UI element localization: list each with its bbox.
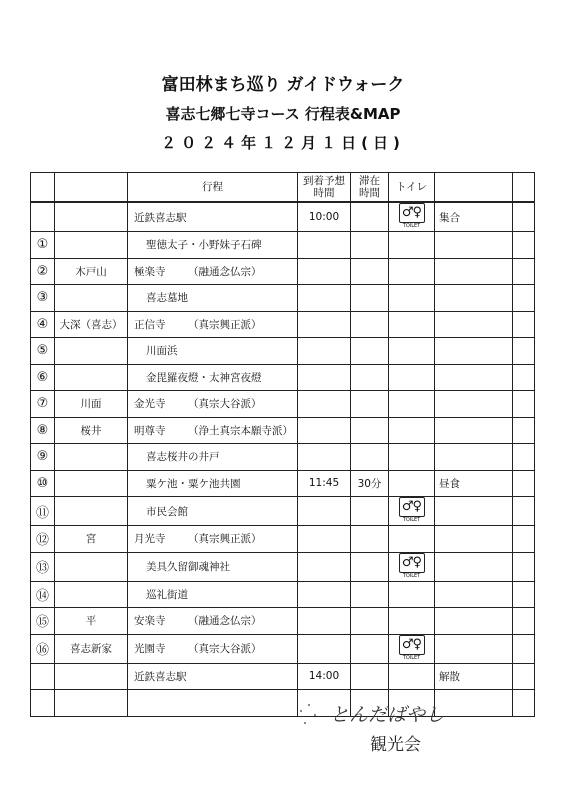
stop-main-name: 喜志桜井の井戸 bbox=[146, 451, 220, 464]
row-note bbox=[435, 417, 513, 444]
stop-number: ⑬ bbox=[31, 552, 55, 581]
arrival-time bbox=[298, 364, 351, 391]
header-number bbox=[31, 173, 55, 203]
toilet-cell bbox=[389, 444, 435, 471]
arrival-time bbox=[298, 417, 351, 444]
stop-name bbox=[128, 663, 298, 690]
stay-duration bbox=[351, 608, 389, 635]
organizer-name-line1: とんだばやし bbox=[330, 704, 445, 726]
arrival-time bbox=[298, 285, 351, 312]
stop-number: ⑥ bbox=[31, 364, 55, 391]
stop-number bbox=[31, 202, 55, 232]
stop-main-name: 粟ケ池・粟ケ池共園 bbox=[146, 477, 241, 490]
row-note bbox=[435, 444, 513, 471]
table-header-row bbox=[31, 173, 535, 203]
row-extra bbox=[513, 497, 535, 526]
organizer-stamp bbox=[300, 700, 460, 760]
stop-name bbox=[128, 391, 298, 418]
area-name bbox=[55, 581, 128, 608]
arrival-time bbox=[298, 311, 351, 338]
toilet-cell bbox=[389, 338, 435, 365]
toilet-cell bbox=[389, 470, 435, 497]
stop-main-name: 市民会館 bbox=[146, 505, 188, 518]
stop-name bbox=[128, 417, 298, 444]
stop-name bbox=[128, 232, 298, 259]
area-name: 宮 bbox=[55, 526, 128, 553]
table-row bbox=[31, 552, 535, 581]
row-note bbox=[435, 581, 513, 608]
stay-duration bbox=[351, 581, 389, 608]
stop-sect: （真宗興正派） bbox=[188, 533, 262, 546]
stay-duration bbox=[351, 232, 389, 259]
stop-main-name: 金毘羅夜燈・太神宮夜燈 bbox=[146, 371, 262, 384]
row-extra bbox=[513, 526, 535, 553]
organizer-name-line2: 観光会 bbox=[370, 735, 421, 755]
header-toilet: トイレ bbox=[389, 173, 435, 203]
stay-duration bbox=[351, 338, 389, 365]
document-date: ２０２４年１２月１日(日) bbox=[161, 134, 405, 152]
stay-duration bbox=[351, 285, 389, 312]
arrival-time bbox=[298, 444, 351, 471]
row-extra bbox=[513, 391, 535, 418]
area-name: 平 bbox=[55, 608, 128, 635]
stay-duration bbox=[351, 417, 389, 444]
row-note bbox=[435, 391, 513, 418]
stop-name bbox=[128, 690, 298, 717]
table-row bbox=[31, 497, 535, 526]
stop-name bbox=[128, 581, 298, 608]
row-note bbox=[435, 552, 513, 581]
table-row bbox=[31, 202, 535, 232]
toilet-caption: TOILET bbox=[402, 223, 421, 229]
document-subtitle: 喜志七郷七寺コース 行程表&MAP bbox=[165, 105, 401, 123]
stop-number: ⑤ bbox=[31, 338, 55, 365]
table-row bbox=[31, 417, 535, 444]
stop-main-name: 川面浜 bbox=[146, 345, 178, 358]
arrival-time bbox=[298, 634, 351, 663]
row-extra bbox=[513, 285, 535, 312]
area-name bbox=[55, 202, 128, 232]
document-title: 富田林まち巡り ガイドウォーク bbox=[161, 75, 405, 95]
stay-duration bbox=[351, 364, 389, 391]
toilet-cell bbox=[389, 663, 435, 690]
stop-main-name: 巡礼街道 bbox=[146, 588, 188, 601]
stop-main-name: 月光寺 bbox=[134, 533, 166, 546]
row-extra bbox=[513, 417, 535, 444]
stop-number bbox=[31, 690, 55, 717]
row-note: 集合 bbox=[435, 202, 513, 232]
stop-sect: （真宗大谷派） bbox=[188, 398, 262, 411]
row-extra bbox=[513, 552, 535, 581]
stay-duration bbox=[351, 552, 389, 581]
table-row bbox=[31, 526, 535, 553]
area-name bbox=[55, 497, 128, 526]
toilet-cell bbox=[389, 311, 435, 338]
area-name bbox=[55, 663, 128, 690]
table-row bbox=[31, 663, 535, 690]
row-extra bbox=[513, 690, 535, 717]
toilet-cell bbox=[389, 364, 435, 391]
row-note bbox=[435, 634, 513, 663]
toilet-cell bbox=[389, 232, 435, 259]
area-name bbox=[55, 444, 128, 471]
area-name bbox=[55, 552, 128, 581]
stop-number: ⑦ bbox=[31, 391, 55, 418]
table-row bbox=[31, 311, 535, 338]
stop-name bbox=[128, 634, 298, 663]
toilet-figures-icon: ♂♀ bbox=[399, 497, 425, 517]
stop-name bbox=[128, 470, 298, 497]
table-row bbox=[31, 634, 535, 663]
row-note bbox=[435, 338, 513, 365]
area-name: 木戸山 bbox=[55, 258, 128, 285]
stop-number: ⑭ bbox=[31, 581, 55, 608]
toilet-icon bbox=[399, 497, 425, 525]
stay-duration bbox=[351, 634, 389, 663]
arrival-time bbox=[298, 497, 351, 526]
arrival-time: 10:00 bbox=[298, 202, 351, 232]
row-extra bbox=[513, 608, 535, 635]
arrival-time bbox=[298, 338, 351, 365]
toilet-caption: TOILET bbox=[402, 517, 421, 523]
toilet-cell bbox=[389, 608, 435, 635]
stop-sect: （浄土真宗本願寺派） bbox=[188, 424, 293, 437]
toilet-cell bbox=[389, 285, 435, 312]
header-area bbox=[55, 173, 128, 203]
stop-number bbox=[31, 663, 55, 690]
stop-name bbox=[128, 526, 298, 553]
stop-main-name: 正信寺 bbox=[134, 318, 166, 331]
stop-name bbox=[128, 608, 298, 635]
stop-main-name: 金光寺 bbox=[134, 398, 166, 411]
row-extra bbox=[513, 581, 535, 608]
stop-main-name: 光園寺 bbox=[134, 643, 166, 655]
area-name bbox=[55, 470, 128, 497]
row-extra bbox=[513, 202, 535, 232]
table-row bbox=[31, 285, 535, 312]
table-row bbox=[31, 258, 535, 285]
table-row bbox=[31, 338, 535, 365]
stop-name bbox=[128, 311, 298, 338]
row-note: 解散 bbox=[435, 663, 513, 690]
stop-number: ① bbox=[31, 232, 55, 259]
table-row bbox=[31, 364, 535, 391]
arrival-time bbox=[298, 391, 351, 418]
stop-sect: （融通念仏宗） bbox=[188, 615, 262, 628]
stop-name bbox=[128, 285, 298, 312]
stay-duration bbox=[351, 391, 389, 418]
table-row bbox=[31, 608, 535, 635]
area-name bbox=[55, 285, 128, 312]
arrival-time bbox=[298, 608, 351, 635]
row-extra bbox=[513, 470, 535, 497]
row-extra bbox=[513, 364, 535, 391]
stop-number: ② bbox=[31, 258, 55, 285]
stop-number: ⑪ bbox=[31, 497, 55, 526]
header-extra bbox=[513, 173, 535, 203]
area-name bbox=[55, 690, 128, 717]
itinerary-table bbox=[30, 172, 535, 717]
stop-main-name: 近鉄喜志駅 bbox=[134, 670, 187, 683]
stay-duration bbox=[351, 258, 389, 285]
stop-number: ⑧ bbox=[31, 417, 55, 444]
header-stay: 滞在時間 bbox=[351, 173, 389, 203]
row-extra bbox=[513, 232, 535, 259]
stop-number: ⑫ bbox=[31, 526, 55, 553]
toilet-caption: TOILET bbox=[402, 654, 421, 661]
row-note: 昼食 bbox=[435, 470, 513, 497]
table-row bbox=[31, 470, 535, 497]
stop-main-name: 明尊寺 bbox=[134, 424, 166, 437]
stop-name bbox=[128, 444, 298, 471]
arrival-time bbox=[298, 258, 351, 285]
row-note bbox=[435, 497, 513, 526]
stop-name bbox=[128, 338, 298, 365]
stay-duration bbox=[351, 311, 389, 338]
stop-number: ⑯ bbox=[31, 634, 55, 663]
area-name bbox=[55, 364, 128, 391]
row-extra bbox=[513, 663, 535, 690]
stop-sect: （真宗興正派） bbox=[188, 318, 262, 331]
stop-main-name: 美具久留御魂神社 bbox=[146, 561, 230, 573]
stop-name bbox=[128, 552, 298, 581]
area-name: 喜志新家 bbox=[55, 634, 128, 663]
stop-name bbox=[128, 364, 298, 391]
table-row bbox=[31, 444, 535, 471]
row-note bbox=[435, 526, 513, 553]
toilet-cell bbox=[389, 417, 435, 444]
area-name: 川面 bbox=[55, 391, 128, 418]
header-route: 行程 bbox=[128, 173, 298, 203]
stay-duration bbox=[351, 526, 389, 553]
row-extra bbox=[513, 338, 535, 365]
table-row bbox=[31, 391, 535, 418]
toilet-icon bbox=[399, 203, 425, 231]
stop-name bbox=[128, 202, 298, 232]
stop-sect: （融通念仏宗） bbox=[188, 265, 262, 278]
toilet-icon bbox=[399, 553, 425, 581]
row-note bbox=[435, 364, 513, 391]
stay-duration: 30分 bbox=[351, 470, 389, 497]
area-name bbox=[55, 232, 128, 259]
table-row bbox=[31, 581, 535, 608]
stop-number: ③ bbox=[31, 285, 55, 312]
arrival-time bbox=[298, 581, 351, 608]
toilet-figures-icon: ♂♀ bbox=[399, 203, 425, 223]
row-extra bbox=[513, 311, 535, 338]
stop-main-name: 喜志墓地 bbox=[146, 292, 188, 305]
row-note bbox=[435, 258, 513, 285]
toilet-figures-icon: ♂♀ bbox=[399, 635, 425, 655]
stop-main-name: 近鉄喜志駅 bbox=[134, 211, 187, 224]
stay-duration bbox=[351, 663, 389, 690]
header-note bbox=[435, 173, 513, 203]
stop-number: ⑮ bbox=[31, 608, 55, 635]
stay-duration bbox=[351, 444, 389, 471]
stop-sect: （真宗大谷派） bbox=[188, 643, 262, 655]
toilet-cell bbox=[389, 202, 435, 232]
toilet-cell bbox=[389, 526, 435, 553]
row-extra bbox=[513, 258, 535, 285]
stop-number: ④ bbox=[31, 311, 55, 338]
arrival-time bbox=[298, 552, 351, 581]
stop-number: ⑩ bbox=[31, 470, 55, 497]
stop-name bbox=[128, 258, 298, 285]
stay-duration bbox=[351, 202, 389, 232]
row-note bbox=[435, 311, 513, 338]
row-note bbox=[435, 608, 513, 635]
area-name bbox=[55, 338, 128, 365]
stop-main-name: 聖徳太子・小野妹子石碑 bbox=[146, 239, 262, 252]
arrival-time bbox=[298, 232, 351, 259]
toilet-cell bbox=[389, 634, 435, 663]
toilet-icon bbox=[399, 635, 425, 663]
area-name: 桜井 bbox=[55, 417, 128, 444]
stop-main-name: 安楽寺 bbox=[134, 615, 166, 628]
arrival-time: 14:00 bbox=[298, 663, 351, 690]
arrival-time bbox=[298, 526, 351, 553]
toilet-figures-icon: ♂♀ bbox=[399, 553, 425, 573]
stop-number: ⑨ bbox=[31, 444, 55, 471]
toilet-cell bbox=[389, 581, 435, 608]
header-arrival: 到着予想時間 bbox=[298, 173, 351, 203]
stop-main-name: 極楽寺 bbox=[134, 265, 166, 278]
stop-name bbox=[128, 497, 298, 526]
toilet-cell bbox=[389, 552, 435, 581]
row-note bbox=[435, 232, 513, 259]
toilet-cell bbox=[389, 258, 435, 285]
stay-duration bbox=[351, 497, 389, 526]
toilet-cell bbox=[389, 391, 435, 418]
row-extra bbox=[513, 444, 535, 471]
table-row bbox=[31, 232, 535, 259]
toilet-cell bbox=[389, 497, 435, 526]
row-extra bbox=[513, 634, 535, 663]
area-name: 大深（喜志） bbox=[55, 311, 128, 338]
toilet-caption: TOILET bbox=[402, 572, 421, 579]
row-note bbox=[435, 285, 513, 312]
arrival-time: 11:45 bbox=[298, 470, 351, 497]
